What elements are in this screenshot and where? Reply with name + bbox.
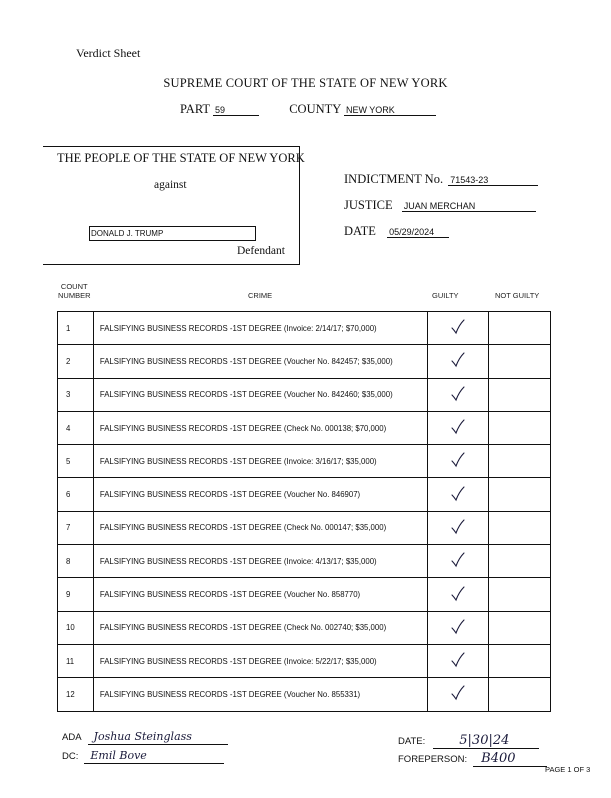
- indictment-value: 71543-23: [448, 175, 538, 186]
- crime-description: FALSIFYING BUSINESS RECORDS -1ST DEGREE (Invoice: 2/14/17; $70,000): [93, 312, 427, 345]
- check-mark-icon: [449, 585, 467, 603]
- date-value: 05/29/2024: [387, 227, 449, 238]
- table-row: [58, 578, 551, 611]
- crime-description: FALSIFYING BUSINESS RECORDS -1ST DEGREE (Voucher No. 858770): [93, 578, 427, 611]
- header-count: COUNT: [60, 282, 88, 291]
- guilty-cell[interactable]: [427, 312, 489, 345]
- check-mark-icon: [449, 451, 467, 469]
- date-line: [344, 224, 449, 239]
- ada-signature-field: [88, 729, 228, 745]
- header-number: NUMBER: [58, 291, 91, 300]
- guilty-cell[interactable]: [427, 445, 489, 478]
- count-number: 10: [58, 611, 94, 644]
- table-row: [58, 644, 551, 677]
- check-mark-icon: [449, 418, 467, 436]
- table-row: [58, 545, 551, 578]
- check-mark-icon: [449, 684, 467, 702]
- table-row: [58, 478, 551, 511]
- check-mark-icon: [449, 351, 467, 369]
- verdict-date-label: DATE:: [398, 736, 426, 747]
- header-count-number: [58, 282, 91, 300]
- header-guilty: GUILTY: [432, 291, 459, 300]
- count-number: 9: [58, 578, 94, 611]
- part-county-line: [180, 102, 436, 117]
- count-number: 4: [58, 411, 94, 444]
- dc-signature: Emil Bove: [90, 749, 147, 762]
- header-crime: CRIME: [248, 291, 273, 300]
- table-row: [58, 678, 551, 711]
- date-label: DATE: [344, 224, 376, 238]
- verdict-date-line: [398, 731, 539, 749]
- not-guilty-cell[interactable]: [489, 511, 551, 544]
- ada-label: ADA: [62, 732, 82, 743]
- check-mark-icon: [449, 551, 467, 569]
- count-number: 1: [58, 312, 94, 345]
- verdict-table: [57, 311, 551, 712]
- count-number: 5: [58, 445, 94, 478]
- check-mark-icon: [449, 651, 467, 669]
- check-mark-icon: [449, 318, 467, 336]
- not-guilty-cell[interactable]: [489, 611, 551, 644]
- guilty-cell[interactable]: [427, 611, 489, 644]
- foreperson-field: [473, 751, 547, 767]
- indictment-line: [344, 172, 538, 187]
- not-guilty-cell[interactable]: [489, 445, 551, 478]
- foreperson-line: [398, 749, 547, 767]
- verdict-date-field: [433, 733, 539, 749]
- part-value: 59: [213, 105, 259, 116]
- crime-description: FALSIFYING BUSINESS RECORDS -1ST DEGREE (Voucher No. 842457; $35,000): [93, 345, 427, 378]
- check-mark-icon: [449, 518, 467, 536]
- table-row: [58, 345, 551, 378]
- people-title: THE PEOPLE OF THE STATE OF NEW YORK: [57, 151, 305, 165]
- guilty-cell[interactable]: [427, 378, 489, 411]
- crime-description: FALSIFYING BUSINESS RECORDS -1ST DEGREE (Voucher No. 842460; $35,000): [93, 378, 427, 411]
- verdict-date-value: 5|30|24: [459, 733, 510, 748]
- justice-value: JUAN MERCHAN: [402, 201, 536, 212]
- count-number: 12: [58, 678, 94, 711]
- count-number: 2: [58, 345, 94, 378]
- count-number: 7: [58, 511, 94, 544]
- page-number: PAGE 1 OF 3: [545, 765, 591, 774]
- crime-description: FALSIFYING BUSINESS RECORDS -1ST DEGREE (Invoice: 5/22/17; $35,000): [93, 644, 427, 677]
- not-guilty-cell[interactable]: [489, 411, 551, 444]
- table-row: [58, 611, 551, 644]
- indictment-label: INDICTMENT No.: [344, 172, 444, 186]
- defendant-name-field: DONALD J. TRUMP: [89, 226, 256, 241]
- not-guilty-cell[interactable]: [489, 678, 551, 711]
- crime-description: FALSIFYING BUSINESS RECORDS -1ST DEGREE (Check No. 002740; $35,000): [93, 611, 427, 644]
- crime-description: FALSIFYING BUSINESS RECORDS -1ST DEGREE (Check No. 000138; $70,000): [93, 411, 427, 444]
- count-number: 11: [58, 644, 94, 677]
- county-label: COUNTY: [289, 102, 341, 116]
- ada-signature-line: [62, 727, 228, 745]
- justice-line: [344, 198, 536, 213]
- foreperson-label: FOREPERSON:: [398, 754, 468, 765]
- dc-label: DC:: [62, 751, 79, 762]
- county-value: NEW YORK: [344, 105, 436, 116]
- not-guilty-cell[interactable]: [489, 644, 551, 677]
- crime-description: FALSIFYING BUSINESS RECORDS -1ST DEGREE (Voucher No. 846907): [93, 478, 427, 511]
- not-guilty-cell[interactable]: [489, 545, 551, 578]
- table-row: [58, 445, 551, 478]
- dc-signature-line: [62, 746, 224, 764]
- guilty-cell[interactable]: [427, 478, 489, 511]
- guilty-cell[interactable]: [427, 511, 489, 544]
- table-row: [58, 411, 551, 444]
- header-not-guilty: NOT GUILTY: [495, 291, 540, 300]
- not-guilty-cell[interactable]: [489, 378, 551, 411]
- ada-signature: Joshua Steinglass: [93, 730, 192, 743]
- not-guilty-cell[interactable]: [489, 345, 551, 378]
- defendant-label: Defendant: [237, 245, 285, 257]
- table-row: [58, 511, 551, 544]
- count-number: 3: [58, 378, 94, 411]
- not-guilty-cell[interactable]: [489, 478, 551, 511]
- table-row: [58, 312, 551, 345]
- check-mark-icon: [449, 618, 467, 636]
- table-row: [58, 378, 551, 411]
- crime-description: FALSIFYING BUSINESS RECORDS -1ST DEGREE (Check No. 000147; $35,000): [93, 511, 427, 544]
- crime-description: FALSIFYING BUSINESS RECORDS -1ST DEGREE (Voucher No. 855331): [93, 678, 427, 711]
- justice-label: JUSTICE: [344, 198, 393, 212]
- crime-description: FALSIFYING BUSINESS RECORDS -1ST DEGREE (Invoice: 3/16/17; $35,000): [93, 445, 427, 478]
- check-mark-icon: [449, 485, 467, 503]
- court-title: SUPREME COURT OF THE STATE OF NEW YORK: [163, 76, 448, 90]
- part-label: PART: [180, 102, 210, 116]
- against-label: against: [154, 179, 187, 191]
- crime-description: FALSIFYING BUSINESS RECORDS -1ST DEGREE (Invoice: 4/13/17; $35,000): [93, 545, 427, 578]
- count-number: 8: [58, 545, 94, 578]
- foreperson-value: B400: [481, 751, 516, 766]
- guilty-cell[interactable]: [427, 578, 489, 611]
- guilty-cell[interactable]: [427, 345, 489, 378]
- dc-signature-field: [84, 748, 224, 764]
- not-guilty-cell[interactable]: [489, 312, 551, 345]
- not-guilty-cell[interactable]: [489, 578, 551, 611]
- guilty-cell[interactable]: [427, 545, 489, 578]
- count-number: 6: [58, 478, 94, 511]
- guilty-cell[interactable]: [427, 644, 489, 677]
- guilty-cell[interactable]: [427, 678, 489, 711]
- check-mark-icon: [449, 385, 467, 403]
- guilty-cell[interactable]: [427, 411, 489, 444]
- verdict-sheet-title: Verdict Sheet: [76, 46, 141, 60]
